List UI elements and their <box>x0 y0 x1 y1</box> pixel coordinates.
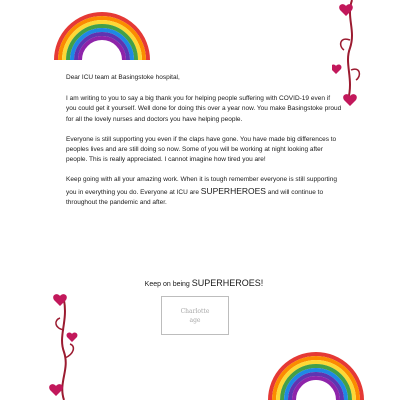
letter-paragraph: Everyone is still supporting you even if the claps have gone. You have made big differences to peoples lives and are still doing so now. Some of you will be working at night looking after people. This is really appreciated. I cannot imagine how tired you are! <box>66 135 337 164</box>
rainbow-icon <box>52 0 152 60</box>
paragraph-text: Keep going with all your amazing work. When it is tough remember everyone is still supporting you in everything you do. Everyone at ICU are <box>66 176 337 196</box>
letter-body <box>66 73 342 218</box>
rainbow-icon <box>266 324 366 400</box>
letter-greeting: Dear ICU team at Basingstoke hospital, <box>66 74 180 81</box>
signature-box <box>161 296 229 335</box>
signature-name: Charlotte <box>180 307 210 315</box>
letter-closing <box>66 278 342 288</box>
letter-paragraph: I am writing to you to say a big thank you for helping people suffering with COVID-19 even if you could get it yourself. Well done for doing this over a year now. You make Basingstoke proud for all the lovely nurses and doctors you have helping people. <box>66 95 342 123</box>
letter-paragraph <box>66 175 342 208</box>
closing-text: Keep on being <box>144 281 192 288</box>
heart-vine-icon <box>46 292 82 400</box>
closing-emphasis: SUPERHEROES! <box>191 278 264 288</box>
paragraph-text: and will continue to throughout the pandemic and after. <box>66 188 324 206</box>
signature-age: age <box>189 316 201 324</box>
emphasis-text: SUPERHEROES <box>200 185 266 196</box>
